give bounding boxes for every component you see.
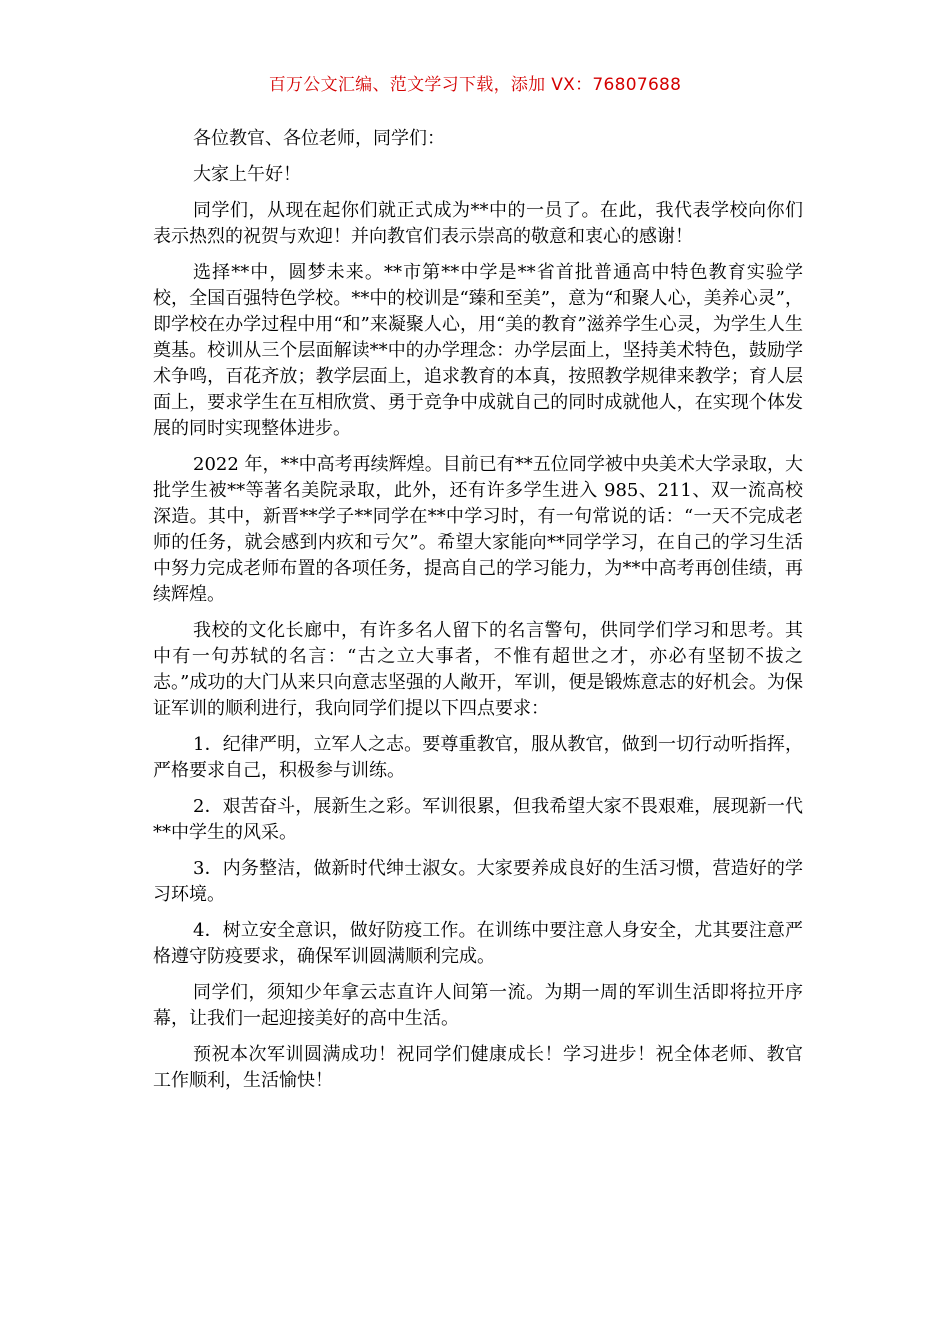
paragraph-encouragement: 同学们，须知少年拿云志直许人间第一流。为期一周的军训生活即将拉开序幕，让我们一起迎接美好的高中生活。 (153, 982, 803, 1029)
paragraph-closing-wishes: 预祝本次军训圆满成功！祝同学们健康成长！学习进步！祝全体老师、教官工作顺利，生活愉快！ (153, 1044, 803, 1091)
requirement-item-4: 4．树立安全意识，做好防疫工作。在训练中要注意人身安全，尤其要注意严格遵守防疫要求，确保军训圆满顺利完成。 (153, 920, 803, 967)
requirement-item-2: 2．艰苦奋斗，展新生之彩。军训很累，但我希望大家不畏艰难，展现新一代**中学生的风采。 (153, 796, 803, 843)
paragraph-exam-results: 2022 年，**中高考再续辉煌。目前已有**五位同学被中央美术大学录取，大批学生被**等著名美院录取，此外，还有许多学生进入 985、211、双一流高校深造。其中，新晋**学子**同学在**中学习时，有一句常说的话：“一天不完成老师的任务，就会感到内疚和亏欠”。希望大家能向**同学学习，在自己的学习生活中努力完成老师布置的各项任务，提高自己的学习能力，为**中高考再创佳绩，再续辉煌。 (153, 454, 803, 605)
requirement-item-1: 1．纪律严明，立军人之志。要尊重教官，服从教官，做到一切行动听指挥，严格要求自己，积极参与训练。 (153, 734, 803, 781)
paragraph-welcome: 同学们，从现在起你们就正式成为**中的一员了。在此，我代表学校向你们表示热烈的祝贺与欢迎！并向教官们表示崇高的敬意和衷心的感谢！ (153, 200, 803, 247)
requirement-item-3: 3．内务整洁，做新时代绅士淑女。大家要养成良好的生活习惯，营造好的学习环境。 (153, 858, 803, 905)
greeting: 大家上午好！ (193, 164, 301, 185)
speech-body (153, 126, 803, 1104)
paragraph-school-motto: 选择**中，圆梦未来。**市第**中学是**省首批普通高中特色教育实验学校，全国百强特色学校。**中的校训是“臻和至美”，意为“和聚人心，美养心灵”，即学校在办学过程中用“和”来凝聚人心，用“美的教育”滋养学生心灵，为学生人生奠基。校训从三个层面解读**中的办学理念：办学层面上，坚持美术特色，鼓励学术争鸣，百花齐放；教学层面上，追求教育的本真，按照教学规律来教学；育人层面上，要求学生在互相欣赏、勇于竞争中成就自己的同时成就他人，在实现个体发展的同时实现整体进步。 (153, 262, 803, 439)
watermark-header: 百万公文汇编、范文学习下载，添加 VX：76807688 (268, 75, 682, 95)
paragraph-cultural-corridor: 我校的文化长廊中，有许多名人留下的名言警句，供同学们学习和思考。其中有一句苏轼的名言：“古之立大事者，不惟有超世之才，亦必有坚韧不拔之志。”成功的大门从来只向意志坚强的人敞开，军训，便是锻炼意志的好机会。为保证军训的顺利进行，我向同学们提以下四点要求： (153, 620, 803, 719)
salutation: 各位教官、各位老师，同学们： (193, 128, 445, 149)
